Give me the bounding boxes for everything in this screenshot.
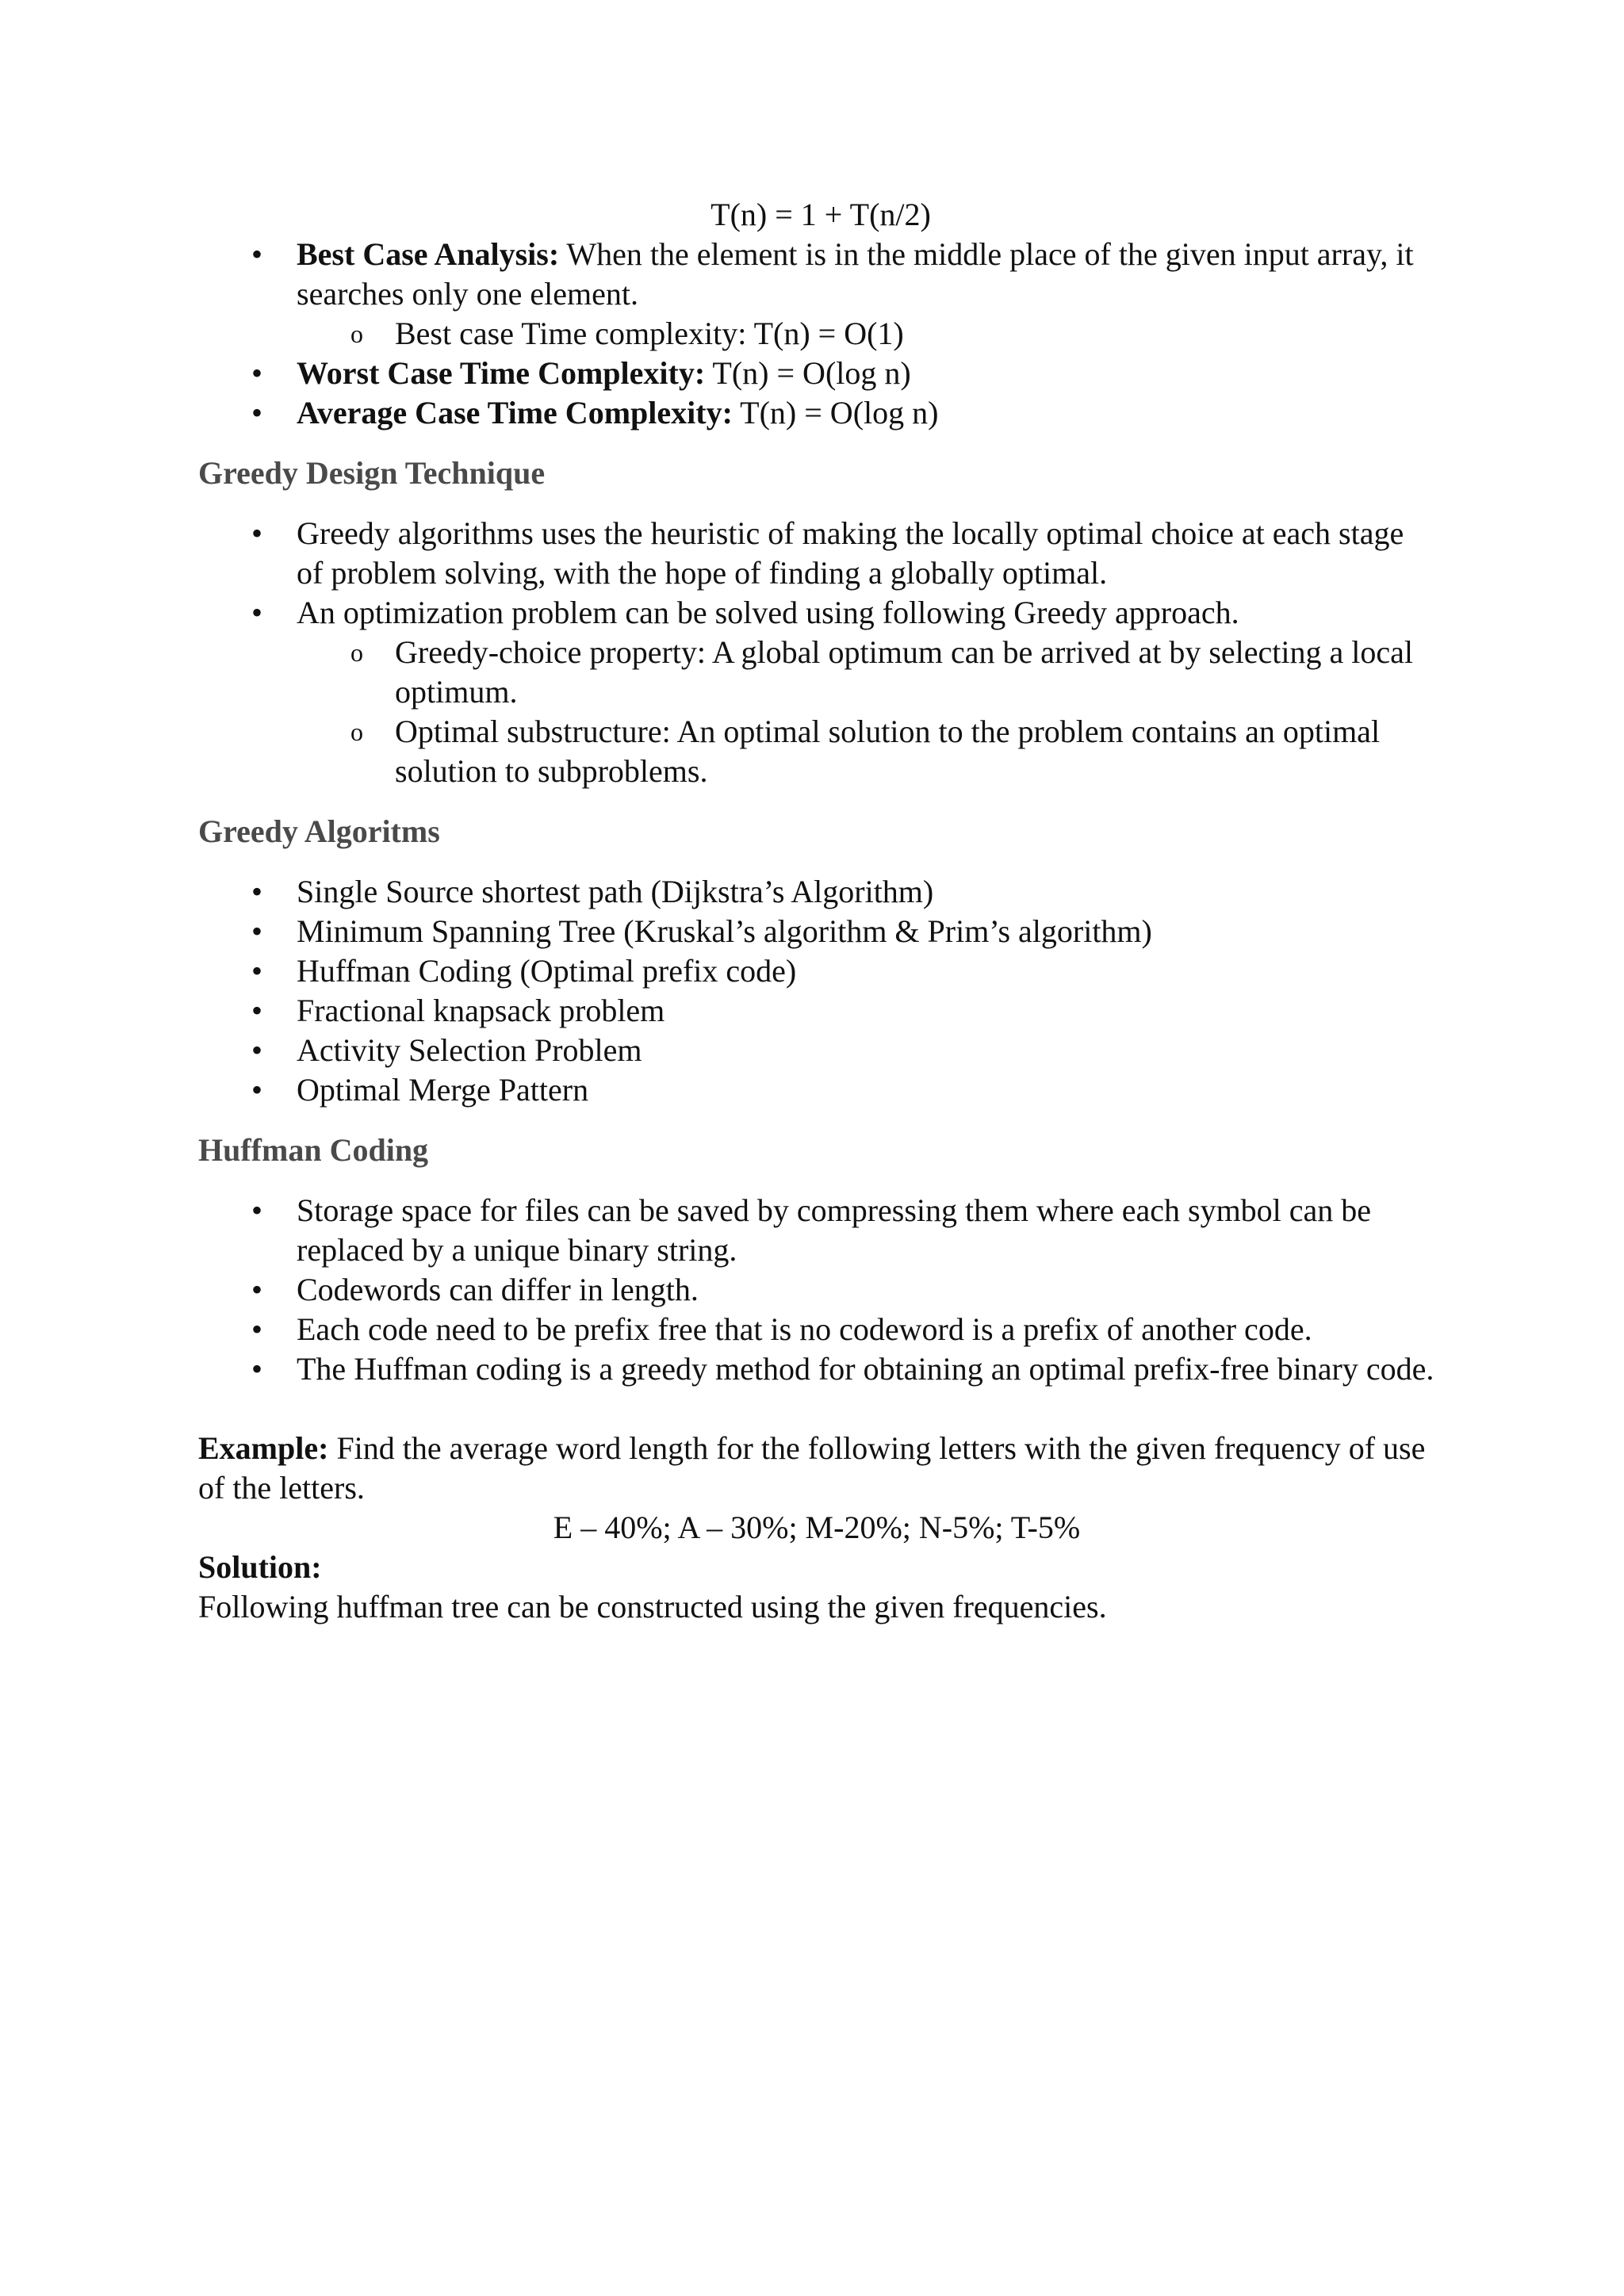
bullet-icon: • (251, 395, 262, 430)
list-item (198, 1191, 1435, 1270)
bullet-icon: • (251, 1272, 262, 1307)
list-item (198, 593, 1435, 791)
section-heading-greedy-algorithms: Greedy Algoritms (198, 813, 440, 849)
list-item-text: Activity Selection Problem (297, 1032, 642, 1068)
sub-list (297, 314, 1435, 354)
list-item (198, 991, 1435, 1031)
bullet-icon: • (251, 1351, 262, 1387)
sub-list-item-text: Optimal substructure: An optimal solution to the problem contains an optimal solution to subproblems. (395, 714, 1381, 789)
list-item (198, 354, 1435, 393)
list-item (198, 872, 1435, 912)
example-paragraph (198, 1429, 1435, 1508)
document-page (198, 195, 1435, 1627)
list-item (198, 1031, 1435, 1070)
list-item (198, 1349, 1435, 1389)
list-item-text: Minimum Spanning Tree (Kruskal’s algorithm & Prim’s algorithm) (297, 913, 1152, 949)
bullet-icon: • (251, 1072, 262, 1108)
bullet-icon: • (251, 515, 262, 551)
section-heading-huffman-coding: Huffman Coding (198, 1132, 429, 1168)
list-item (198, 912, 1435, 951)
list-item-text: Storage space for files can be saved by compressing them where each symbol can be replaced by a unique binary string. (297, 1192, 1372, 1268)
example-text: Find the average word length for the following letters with the given frequency of use of the letters. (198, 1430, 1426, 1506)
list-item (198, 393, 1435, 433)
bullet-icon: • (251, 874, 262, 909)
bullet-icon: • (251, 993, 262, 1028)
list-item-text: Single Source shortest path (Dijkstra’s Algorithm) (297, 874, 934, 909)
complexity-list (198, 235, 1435, 433)
list-item-text: Greedy algorithms uses the heuristic of making the locally optimal choice at each stage of problem solving, with the hope of finding a globally optimal. (297, 515, 1404, 591)
list-item (198, 1070, 1435, 1110)
sub-list-item (297, 314, 1435, 354)
list-item (198, 951, 1435, 991)
list-item-text: Fractional knapsack problem (297, 993, 665, 1028)
list-item (198, 514, 1435, 593)
list-item-text: An optimization problem can be solved using following Greedy approach. (297, 595, 1239, 630)
greedy-design-list (198, 514, 1435, 791)
frequency-line: E – 40%; A – 30%; M-20%; N-5%; T-5% (553, 1510, 1081, 1545)
recurrence-equation: T(n) = 1 + T(n/2) (710, 197, 931, 232)
solution-text: Following huffman tree can be constructed using the given frequencies. (198, 1589, 1107, 1624)
section-heading-greedy-design: Greedy Design Technique (198, 455, 546, 491)
bullet-icon: • (251, 355, 262, 391)
bullet-icon: • (251, 913, 262, 949)
list-item-text: The Huffman coding is a greedy method for obtaining an optimal prefix-free binary code. (297, 1351, 1434, 1387)
list-item-text: Optimal Merge Pattern (297, 1072, 589, 1108)
circle-bullet-icon: o (350, 320, 363, 348)
list-item-text: Huffman Coding (Optimal prefix code) (297, 953, 797, 989)
solution-label: Solution: (198, 1549, 322, 1585)
bullet-icon: • (251, 236, 262, 272)
worst-case-label: Worst Case Time Complexity: (297, 355, 706, 391)
huffman-list (198, 1191, 1435, 1389)
list-item (198, 1310, 1435, 1349)
greedy-algorithms-list (198, 872, 1435, 1110)
bullet-icon: • (251, 1192, 262, 1228)
sub-list-item (297, 712, 1435, 791)
circle-bullet-icon: o (350, 718, 363, 746)
worst-case-text: T(n) = O(log n) (705, 355, 911, 391)
sub-list (297, 633, 1435, 791)
bullet-icon: • (251, 953, 262, 989)
bullet-icon: • (251, 595, 262, 630)
sub-list-item (297, 633, 1435, 712)
list-item (198, 235, 1435, 354)
list-item-text: Codewords can differ in length. (297, 1272, 699, 1307)
list-item (198, 1270, 1435, 1310)
list-item-text: Each code need to be prefix free that is no codeword is a prefix of another code. (297, 1311, 1312, 1347)
bullet-icon: • (251, 1311, 262, 1347)
best-case-sub: Best case Time complexity: T(n) = O(1) (395, 316, 904, 351)
bullet-icon: • (251, 1032, 262, 1068)
example-label: Example: (198, 1430, 329, 1466)
sub-list-item-text: Greedy-choice property: A global optimum can be arrived at by selecting a local optimum. (395, 634, 1413, 710)
best-case-text: When the element is in the middle place of the given input array, it searches only one element. (297, 236, 1414, 312)
average-case-label: Average Case Time Complexity: (297, 395, 733, 430)
best-case-label: Best Case Analysis: (297, 236, 560, 272)
average-case-text: T(n) = O(log n) (732, 395, 939, 430)
circle-bullet-icon: o (350, 638, 363, 667)
